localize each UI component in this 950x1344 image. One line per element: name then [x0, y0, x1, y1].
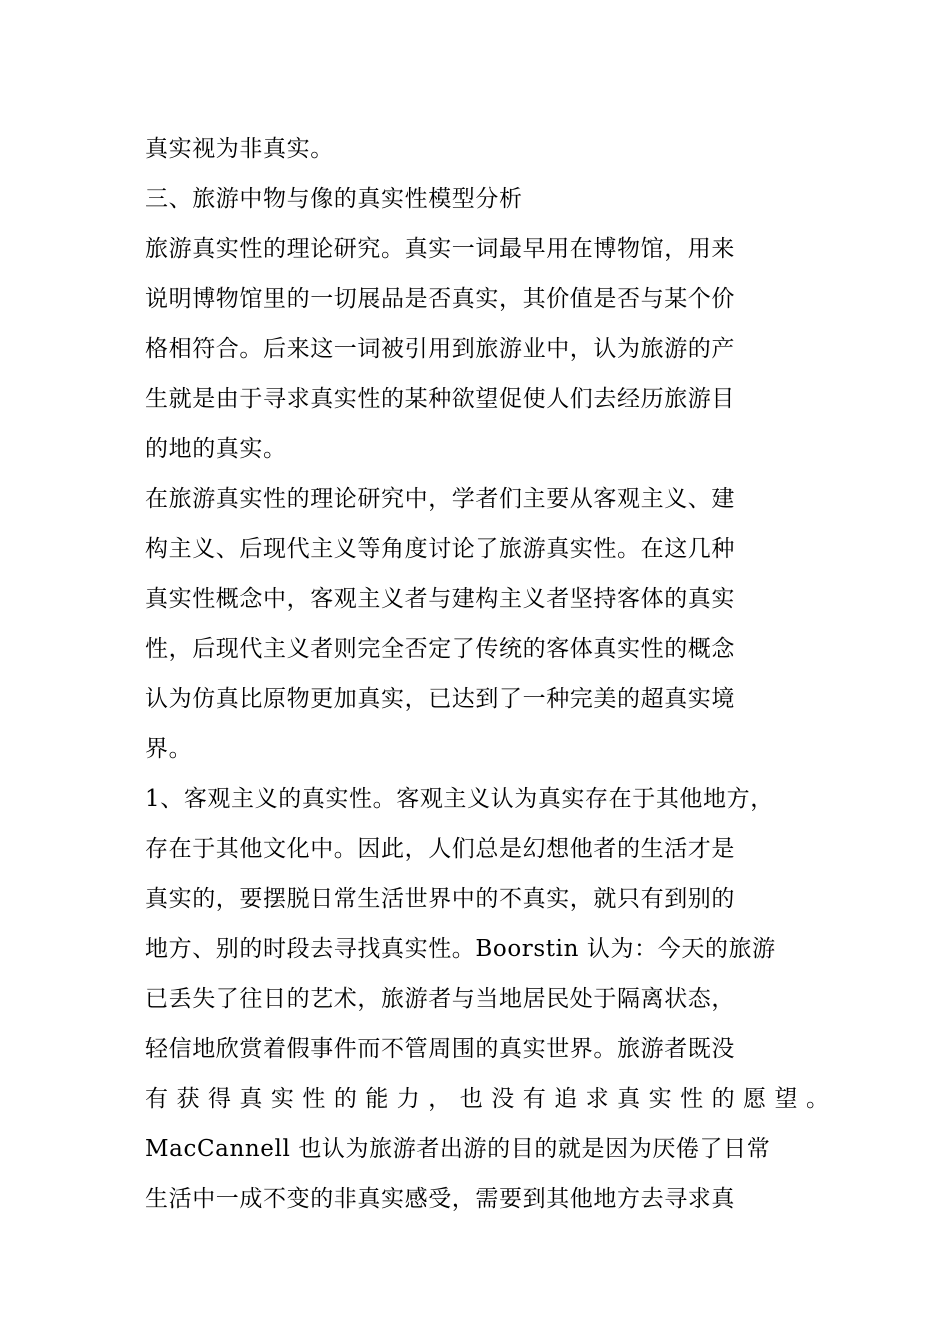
text-line: 生活中一成不变的非真实感受，需要到其他地方去寻求真	[145, 1186, 735, 1212]
text-line: 真实的，要摆脱日常生活世界中的不真实，就只有到别的	[145, 886, 735, 912]
text-line: 说明博物馆里的一切展品是否真实，其价值是否与某个价	[145, 286, 735, 312]
text-line: 真实视为非真实。	[145, 136, 334, 162]
text-line: 的地的真实。	[145, 436, 287, 462]
text-line: 界。	[145, 736, 193, 762]
text-line: 地方、别的时段去寻找真实性。Boorstin 认为：今天的旅游	[145, 936, 776, 962]
section-heading: 三、旅游中物与像的真实性模型分析	[145, 186, 523, 212]
text-line: 构主义、后现代主义等角度讨论了旅游真实性。在这几种	[145, 536, 735, 562]
text-line: 认为仿真比原物更加真实，已达到了一种完美的超真实境	[145, 686, 735, 712]
text-line: 旅游真实性的理论研究。真实一词最早用在博物馆，用来	[145, 236, 735, 262]
text-line: 生就是由于寻求真实性的某种欲望促使人们去经历旅游目	[145, 386, 735, 412]
text-line: MacCannell 也认为旅游者出游的目的就是因为厌倦了日常	[145, 1136, 771, 1162]
text-line: 1、客观主义的真实性。客观主义认为真实存在于其他地方，	[145, 786, 774, 812]
text-line: 存在于其他文化中。因此，人们总是幻想他者的生活才是	[145, 836, 735, 862]
text-line: 性，后现代主义者则完全否定了传统的客体真实性的概念	[145, 636, 735, 662]
text-line: 轻信地欣赏着假事件而不管周围的真实世界。旅游者既没	[145, 1036, 735, 1062]
text-line: 在旅游真实性的理论研究中，学者们主要从客观主义、建	[145, 486, 735, 512]
text-line: 已丢失了往日的艺术，旅游者与当地居民处于隔离状态，	[145, 986, 735, 1012]
text-line-justified: 有获得真实性的能力，也没有追求真实性的愿望。	[145, 1086, 829, 1112]
text-line: 真实性概念中，客观主义者与建构主义者坚持客体的真实	[145, 586, 735, 612]
text-line: 格相符合。后来这一词被引用到旅游业中，认为旅游的产	[145, 336, 735, 362]
document-body	[145, 124, 829, 1224]
